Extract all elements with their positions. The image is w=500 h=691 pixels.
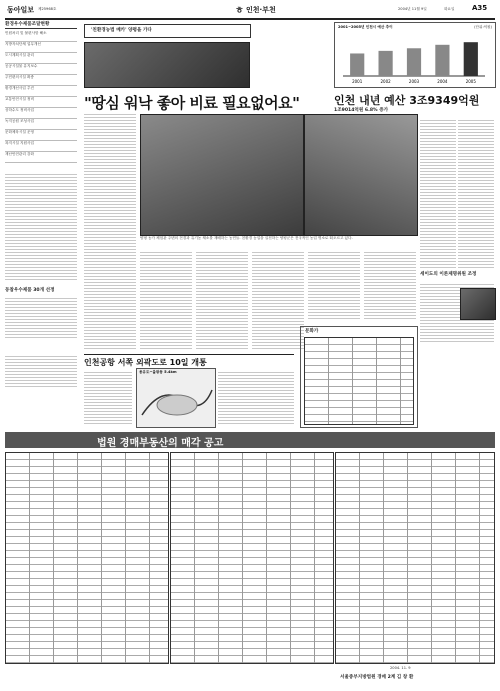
airport-map [136, 368, 216, 428]
left-table-row: 환경개선사업 추진 [5, 86, 77, 97]
masthead [0, 0, 500, 20]
left-table-row: 문화체육시설 운영 [5, 130, 77, 141]
left-table-row: 복지시설 지원사업 [5, 141, 77, 152]
paper-name: 동아일보 [7, 6, 35, 14]
legal-table-mid [170, 452, 334, 664]
main-photo-top [84, 42, 250, 88]
left-table-row: 주민편의시설 확충 [5, 75, 77, 86]
airport-text-col2 [218, 370, 294, 426]
left-column [5, 22, 77, 426]
main-story-text-col2 [140, 250, 192, 350]
chart-bar [379, 51, 393, 76]
side-story-photo [460, 288, 496, 320]
main-story-text-col6 [364, 250, 416, 320]
left-table [5, 31, 77, 163]
masthead-rule [5, 18, 495, 20]
chart-tick-label: 2003 [408, 79, 420, 84]
notice-text [5, 354, 77, 388]
section-title: 인천·부천 [246, 6, 276, 14]
left-box-text [5, 296, 77, 338]
left-box-title: 동참우수제품 30개 선정 [5, 288, 55, 293]
culture-table [304, 337, 414, 425]
map-drawing [137, 375, 215, 425]
issue-date: 2004년 11월 9일 [398, 7, 427, 11]
chart-plot [335, 33, 493, 85]
culture-title: 문화가 [305, 329, 319, 334]
chart-unit: (단위:억원) [474, 25, 492, 29]
main-photo-field [304, 114, 418, 236]
main-kicker: '친환경농법 메카' 양평을 가다 [91, 28, 152, 33]
budget-text-col2 [458, 118, 494, 268]
airport-rule [84, 354, 294, 355]
main-photo-farmers [140, 114, 304, 236]
legal-date: 2004. 11. 9 [390, 666, 411, 670]
left-table-row: 상하수도 정비사업 [5, 108, 77, 119]
issue-number: 제25968호 [38, 7, 57, 11]
side-story-title: 세이도의 이론제명위원 조정 [420, 272, 477, 277]
main-story-text-col4 [252, 250, 304, 350]
left-table-row: 지방자치단체 업무개선 [5, 42, 77, 53]
legal-title: 법원 경매부동산의 매각 공고 [97, 438, 224, 449]
legal-footer: 서울중부지방법원 경매 2계 김 창 환 [340, 675, 414, 680]
budget-subhead: 1조9014억원 6.8% 증가 [334, 108, 389, 113]
left-table-row: 도시계획시설 관리 [5, 53, 77, 64]
chart-bar [350, 53, 364, 76]
legal-title-bar [5, 432, 495, 448]
chart-tick-label: 2004 [437, 79, 448, 84]
left-table-row: 교통안전시설 정비 [5, 97, 77, 108]
main-headline: "땅심 워낙 좋아 비료 필요없어요" [84, 94, 300, 112]
map-title: 용유도~을왕동 5.4km [139, 370, 177, 374]
chart-title: 2001~2005년 인천시 예산 추이 [338, 25, 393, 29]
left-table-row: 녹지공원 조성사업 [5, 119, 77, 130]
left-table-row: 민원처리 및 불편사항 해소 [5, 31, 77, 42]
budget-chart [334, 22, 496, 88]
section-emblem-icon: ㅎ [235, 6, 244, 16]
page-number: A35 [472, 4, 488, 12]
chart-tick-label: 2001 [352, 79, 363, 84]
culture-box [300, 326, 418, 428]
chart-tick-label: 2002 [380, 79, 391, 84]
chart-bar [435, 45, 449, 76]
chart-tick-label: 2005 [465, 79, 476, 84]
left-table-row: 공공시설물 유지보수 [5, 64, 77, 75]
main-photo-caption: 양평 농가 체험관 주변의 전경과 유기농 채소를 재배하는 농민들. 친환경 농업을 실천하는 양평군은 전국적인 농업 명소로 떠오르고 있다. [140, 236, 353, 240]
legal-table-left [5, 452, 169, 664]
main-story-text-col1 [84, 112, 136, 350]
left-table-continued [5, 172, 77, 282]
airport-text-col1 [84, 370, 132, 426]
main-story-text-col3 [196, 250, 248, 350]
issue-weekday: 화요일 [444, 7, 455, 11]
left-column-title: 환경우수제품조달현황 [5, 22, 77, 29]
chart-bar [407, 48, 421, 76]
budget-headline: 인천 내년 예산 3조9349억원 [334, 94, 480, 107]
legal-table-right [335, 452, 495, 664]
main-story-text-col5 [308, 250, 360, 320]
chart-bar [464, 42, 478, 76]
left-table-row: 재난안전관리 강화 [5, 152, 77, 163]
budget-text-col1 [420, 118, 456, 268]
airport-headline: 인천공항 서쪽 외곽도로 10일 개통 [84, 358, 207, 367]
main-kicker-box [84, 24, 251, 38]
